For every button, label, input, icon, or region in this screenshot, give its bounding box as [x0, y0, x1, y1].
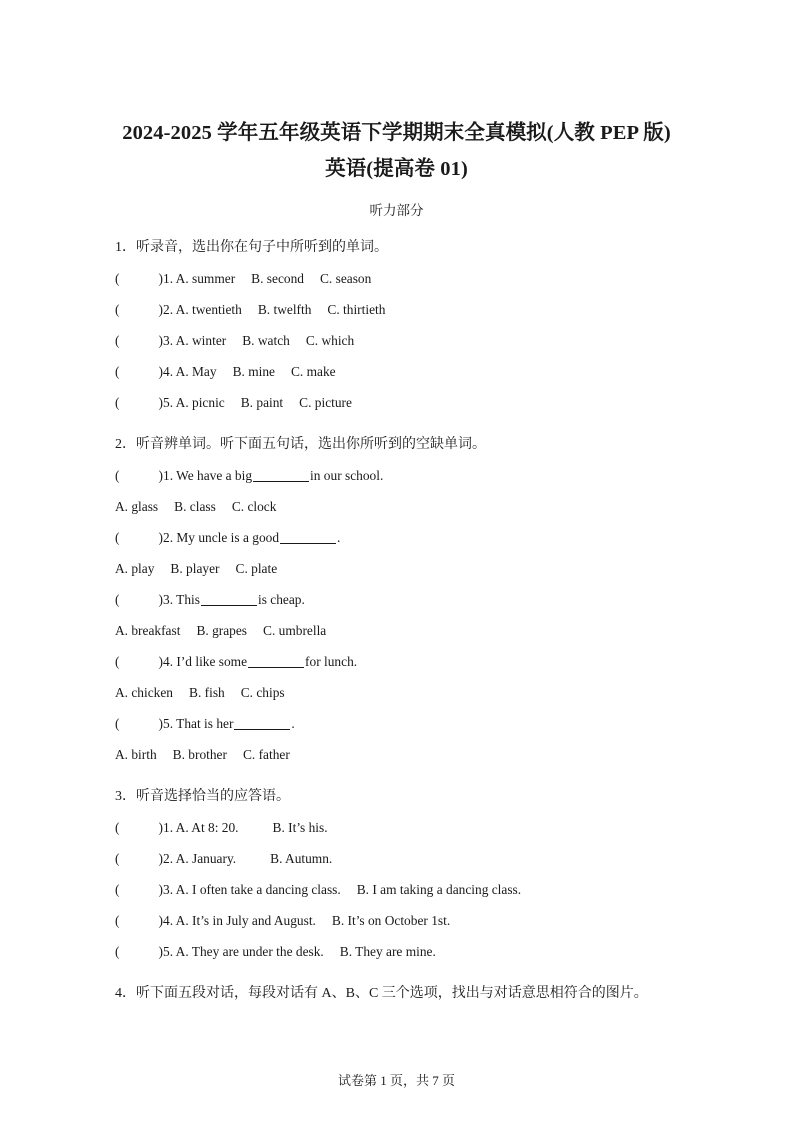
option-c[interactable]: C. umbrella — [263, 623, 327, 638]
question-item[interactable] — [115, 874, 678, 905]
item-stem: 2. A. twentieth — [163, 302, 242, 317]
answer-bracket[interactable]: ( ) — [115, 592, 163, 607]
question-prompt-4: 4．听下面五段对话，每段对话有 A、B、C 三个选项，找出与对话意思相符合的图片。 — [115, 986, 648, 1001]
answer-bracket[interactable]: ( ) — [115, 654, 163, 669]
question-item[interactable] — [115, 708, 678, 739]
answer-bracket[interactable]: ( ) — [115, 271, 163, 286]
answer-bracket[interactable]: ( ) — [115, 468, 163, 483]
question-item[interactable] — [115, 460, 678, 491]
item-stem: 5. A. picnic — [163, 395, 225, 410]
item-stem: 3. A. winter — [163, 333, 227, 348]
answer-bracket[interactable]: ( ) — [115, 395, 163, 410]
option-a[interactable]: A. breakfast — [115, 623, 181, 638]
option-b[interactable]: B. twelfth — [257, 302, 312, 317]
option-b[interactable]: B. player — [170, 561, 220, 576]
item-stem-post: is cheap. — [257, 592, 305, 607]
question-item[interactable] — [115, 325, 678, 356]
option-c[interactable]: C. clock — [231, 499, 277, 514]
answer-bracket[interactable]: ( ) — [115, 302, 163, 317]
item-stem: 1. A. summer — [163, 271, 236, 286]
question-item[interactable] — [115, 294, 678, 325]
option-c[interactable]: C. make — [290, 364, 336, 379]
fill-blank[interactable] — [234, 729, 290, 730]
item-stem-post: . — [291, 716, 295, 731]
item-stem-pre: 5. That is her — [163, 716, 234, 731]
option-b[interactable]: B. class — [174, 499, 216, 514]
answer-bracket[interactable]: ( ) — [115, 820, 163, 835]
option-a[interactable]: 4. A. It’s in July and August. — [163, 913, 316, 928]
option-b[interactable]: B. grapes — [196, 623, 248, 638]
option-c[interactable]: C. father — [242, 747, 290, 762]
option-a[interactable]: A. glass — [115, 499, 159, 514]
option-c[interactable]: C. season — [319, 271, 372, 286]
option-row[interactable] — [115, 739, 678, 770]
answer-bracket[interactable]: ( ) — [115, 913, 163, 928]
item-stem-pre: 2. My uncle is a good — [163, 530, 280, 545]
option-b[interactable]: B. brother — [172, 747, 227, 762]
fill-blank[interactable] — [280, 543, 336, 544]
option-row[interactable] — [115, 677, 678, 708]
option-a[interactable]: 1. A. At 8: 20. — [163, 820, 239, 835]
option-b[interactable]: B. Autumn. — [270, 851, 333, 866]
question-prompt-1: 1．听录音，选出你在句子中所听到的单词。 — [115, 240, 388, 255]
question-block-4 — [115, 978, 678, 1009]
question-block-2 — [115, 429, 678, 770]
option-a[interactable]: A. birth — [115, 747, 157, 762]
question-item[interactable] — [115, 646, 678, 677]
item-stem-pre: 1. We have a big — [163, 468, 253, 483]
question-item[interactable] — [115, 387, 678, 418]
page-footer: 试卷第 1 页，共 7 页 — [337, 1073, 455, 1088]
item-stem-post: for lunch. — [305, 654, 358, 669]
option-a[interactable]: A. chicken — [115, 685, 174, 700]
option-b[interactable]: B. It’s on October 1st. — [331, 913, 451, 928]
option-b[interactable]: B. They are mine. — [339, 944, 436, 959]
option-b[interactable]: B. mine — [232, 364, 275, 379]
option-a[interactable]: A. play — [115, 561, 155, 576]
question-prompt-2: 2．听音辨单词。听下面五句话，选出你所听到的空缺单词。 — [115, 437, 486, 452]
option-row[interactable] — [115, 615, 678, 646]
option-c[interactable]: C. picture — [299, 395, 352, 410]
option-b[interactable]: B. watch — [242, 333, 290, 348]
option-c[interactable]: C. thirtieth — [327, 302, 386, 317]
question-item[interactable] — [115, 812, 678, 843]
option-c[interactable]: C. plate — [235, 561, 278, 576]
option-c[interactable]: C. which — [305, 333, 355, 348]
question-item[interactable] — [115, 584, 678, 615]
option-row[interactable] — [115, 491, 678, 522]
question-block-1 — [115, 232, 678, 418]
option-b[interactable]: B. I am taking a dancing class. — [356, 882, 522, 897]
option-a[interactable]: 5. A. They are under the desk. — [163, 944, 324, 959]
answer-bracket[interactable]: ( ) — [115, 364, 163, 379]
answer-bracket[interactable]: ( ) — [115, 944, 163, 959]
option-c[interactable]: C. chips — [240, 685, 285, 700]
answer-bracket[interactable]: ( ) — [115, 333, 163, 348]
item-stem: 4. A. May — [163, 364, 217, 379]
question-block-3 — [115, 781, 678, 967]
question-item[interactable] — [115, 936, 678, 967]
answer-bracket[interactable]: ( ) — [115, 882, 163, 897]
item-stem-pre: 4. I’d like some — [163, 654, 248, 669]
question-item[interactable] — [115, 263, 678, 294]
item-stem-post: . — [337, 530, 341, 545]
page-title: 2024-2025 学年五年级英语下学期期末全真模拟(人教 PEP 版)英语(提高卷 01) — [122, 122, 671, 180]
question-item[interactable] — [115, 356, 678, 387]
section-heading-listening: 听力部分 — [369, 203, 424, 218]
option-b[interactable]: B. paint — [240, 395, 284, 410]
option-a[interactable]: 2. A. January. — [163, 851, 237, 866]
option-b[interactable]: B. fish — [189, 685, 225, 700]
option-b[interactable]: B. It’s his. — [272, 820, 328, 835]
question-item[interactable] — [115, 905, 678, 936]
option-a[interactable]: 3. A. I often take a dancing class. — [163, 882, 341, 897]
option-b[interactable]: B. second — [251, 271, 304, 286]
answer-bracket[interactable]: ( ) — [115, 530, 163, 545]
option-row[interactable] — [115, 553, 678, 584]
fill-blank[interactable] — [201, 605, 257, 606]
question-item[interactable] — [115, 522, 678, 553]
question-item[interactable] — [115, 843, 678, 874]
fill-blank[interactable] — [253, 481, 309, 482]
item-stem-pre: 3. This — [163, 592, 200, 607]
answer-bracket[interactable]: ( ) — [115, 851, 163, 866]
item-stem-post: in our school. — [310, 468, 384, 483]
answer-bracket[interactable]: ( ) — [115, 716, 163, 731]
question-prompt-3: 3．听音选择恰当的应答语。 — [115, 789, 290, 804]
fill-blank[interactable] — [248, 667, 304, 668]
